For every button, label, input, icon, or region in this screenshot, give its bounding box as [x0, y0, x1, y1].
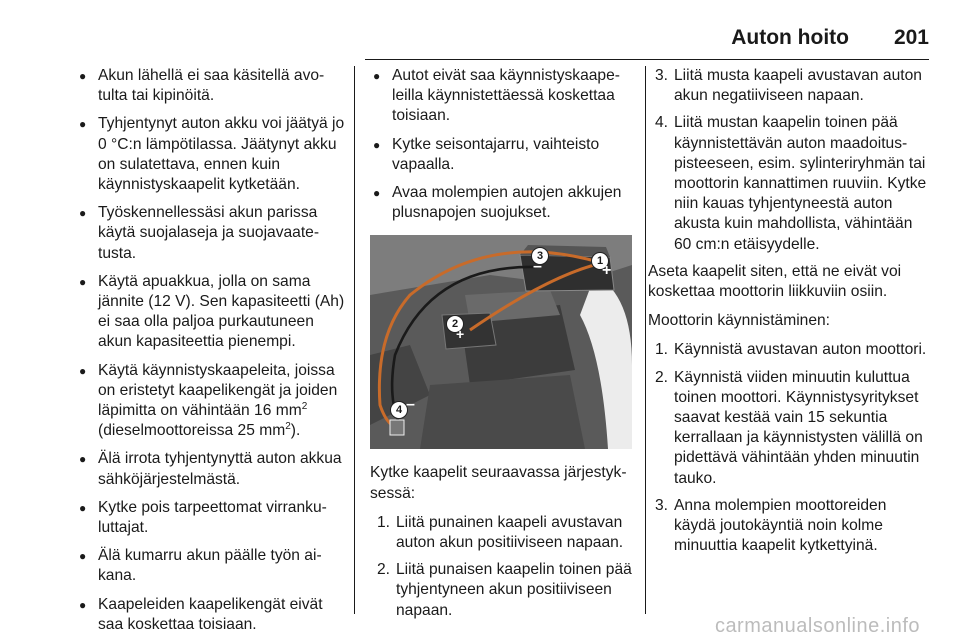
step-number: 2.: [654, 368, 668, 386]
bullet-item: ● Autot eivät saa käynnistyskaapeleilla käynnistettäessä koskettaa toisiaan.: [370, 66, 638, 127]
bullet-item: ● Akun lähellä ei saa käsitellä avotulta tai kipinöitä.: [76, 66, 346, 106]
step-item: [648, 340, 930, 360]
step-item: [370, 513, 638, 553]
step-item: [370, 560, 638, 621]
step-text: Liitä punainen kaapeli avustavan auton akun positiiviseen napaan.: [396, 513, 624, 552]
step-number: 4.: [654, 114, 668, 132]
callout-2-badge: 2: [446, 315, 464, 333]
step-number: 1.: [376, 513, 390, 531]
cable-spec-end: ).: [290, 422, 301, 440]
column-3: [648, 66, 930, 563]
step-text: Liitä musta kaapeli avustavan auton akun negatiiviseen napaan.: [674, 67, 922, 105]
step-text: Käynnistä avustavan auton moottori.: [674, 341, 927, 359]
watermark: carmanualsonline.info: [714, 615, 920, 637]
step-item: [648, 368, 930, 489]
page-number: 201: [893, 26, 929, 49]
step-text: Liitä punaisen kaapelin toinen pää tyhjentyneen akun positiiviseen napaan.: [396, 561, 632, 619]
step-text: Käynnistä viiden minuutin kuluttua toinen moottori. Käynnistysyritykset saavat kestää vain 15 sekuntia kerrallaan ja käynnistysten välillä on pidettävä vähintään yhden minuutin tauko.: [674, 368, 923, 487]
engine-start-heading: Moottorin käynnistäminen:: [648, 312, 831, 330]
step-item: [648, 113, 930, 254]
step-number: 3.: [654, 496, 668, 514]
engine-bay-illustration: [370, 235, 632, 449]
step-item: [648, 496, 930, 557]
connection-steps: [370, 513, 638, 621]
minus-icon: –: [533, 258, 542, 276]
callout-4-badge: 4: [390, 401, 408, 419]
step-text: Anna molempien moottoreiden käydä joutokäyntiä noin kolme minuuttia kaapelit kytkettyinä.: [674, 496, 887, 555]
superscript: 2: [301, 400, 308, 412]
bullet-item: ● Tyhjentynyt auton akku voi jäätyä jo 0 °C:n lämpötilassa. Jäätynyt akku on sulatettava, ennen kuin käynnistyskaapelit kytketään.: [76, 114, 346, 195]
cable-spec-text: Käytä käynnistyskaapeleita, joissa on eristetyt kaapelikengät ja joiden läpimitta on vähintään 16 mm: [98, 361, 338, 420]
page-title: Auton hoito: [731, 26, 849, 49]
jump-start-figure: [370, 235, 632, 449]
superscript: 2: [285, 421, 291, 433]
header-rule: [365, 59, 929, 60]
page-header: [365, 24, 929, 54]
cable-placement-note: Aseta kaapelit siten, että ne eivät voi koskettaa moottorin liikkuviin osiin.: [648, 262, 902, 301]
bullet-item: ● Avaa molempien autojen akkujen plusnapojen suojukset.: [370, 183, 638, 223]
step-item: [648, 66, 930, 106]
bullet-item: ● Kytke seisontajarru, vaihteisto vapaalla.: [370, 135, 638, 175]
cable-spec-mid: (dieselmoottoreissa 25 mm: [98, 422, 286, 440]
step-number: 1.: [654, 341, 668, 359]
bullet-item: ● Työskennellessäsi akun parissa käytä suojalaseja ja suojavaatetusta.: [76, 203, 346, 264]
column-2: [370, 66, 638, 628]
connection-order-intro: Kytke kaapelit seuraavassa järjestyksessä:: [370, 464, 627, 502]
minus-icon: –: [406, 396, 415, 414]
step-text: Liitä mustan kaapelin toinen pää käynnistettävän auton maadoituspisteeseen, esim. sylinteriryhmän tai moottorin kannattimen ruuviin. Kytke niin kauas tyhjentyneestä auton akusta kuin mahdollista, vähintään 60 cm:n etäisyydelle.: [674, 114, 927, 253]
engine-start-steps: [648, 340, 930, 556]
column-1: [76, 66, 346, 643]
bullet-item: ● Kaapeleiden kaapelikengät eivät saa koskettaa toisiaan.: [76, 595, 346, 635]
column-divider-2: [645, 66, 646, 614]
bullet-item: ● Älä kumarru akun päälle työn aikana.: [76, 546, 346, 586]
plus-icon: +: [456, 326, 465, 343]
callout-1-badge: 1: [591, 252, 609, 270]
connection-steps-continued: [648, 66, 930, 255]
bullet-item-cable-spec: [76, 361, 346, 442]
prep-bullet-list: [370, 66, 638, 223]
bullet-item: ● Kytke pois tarpeettomat virrankuluttajat.: [76, 498, 346, 538]
step-number: 3.: [654, 67, 668, 84]
column-divider-1: [354, 66, 355, 614]
bullet-item: ● Älä irrota tyhjentynyttä auton akkua sähköjärjestelmästä.: [76, 449, 346, 489]
bullet-item: ● Käytä apuakkua, jolla on sama jännite (12 V). Sen kapasiteetti (Ah) ei saa olla paljoa purkautuneen akun kapasiteettia pienempi.: [76, 272, 346, 353]
safety-bullet-list: [76, 66, 346, 635]
callout-3-badge: 3: [531, 247, 549, 265]
plus-icon: +: [602, 262, 612, 280]
step-number: 2.: [376, 561, 390, 579]
